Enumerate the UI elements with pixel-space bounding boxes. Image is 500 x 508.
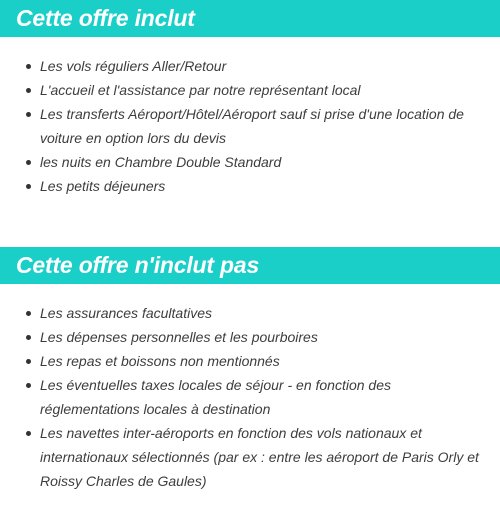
list-item: Les vols réguliers Aller/Retour (40, 54, 492, 78)
list-item: les nuits en Chambre Double Standard (40, 150, 492, 174)
included-title: Cette offre inclut (16, 5, 195, 31)
excluded-header (0, 247, 500, 284)
list-item: Les repas et boissons non mentionnés (40, 349, 492, 373)
list-item: Les dépenses personnelles et les pourboires (40, 325, 492, 349)
list-item: Les assurances facultatives (40, 301, 492, 325)
included-section (0, 0, 500, 198)
included-header (0, 0, 500, 37)
excluded-list (0, 301, 500, 493)
excluded-title: Cette offre n'inclut pas (16, 252, 260, 278)
list-item: Les navettes inter-aéroports en fonction des vols nationaux et internationaux sélectionnés (par ex : entre les aéroport de Paris Orly et Roissy Charles de Gaules) (40, 421, 492, 493)
list-item: Les petits déjeuners (40, 174, 492, 198)
list-item: L'accueil et l'assistance par notre représentant local (40, 78, 492, 102)
included-list (0, 54, 500, 198)
list-item: Les éventuelles taxes locales de séjour - en fonction des réglementations locales à destination (40, 373, 492, 421)
excluded-section (0, 247, 500, 493)
list-item: Les transferts Aéroport/Hôtel/Aéroport sauf si prise d'une location de voiture en option lors du devis (40, 102, 492, 150)
